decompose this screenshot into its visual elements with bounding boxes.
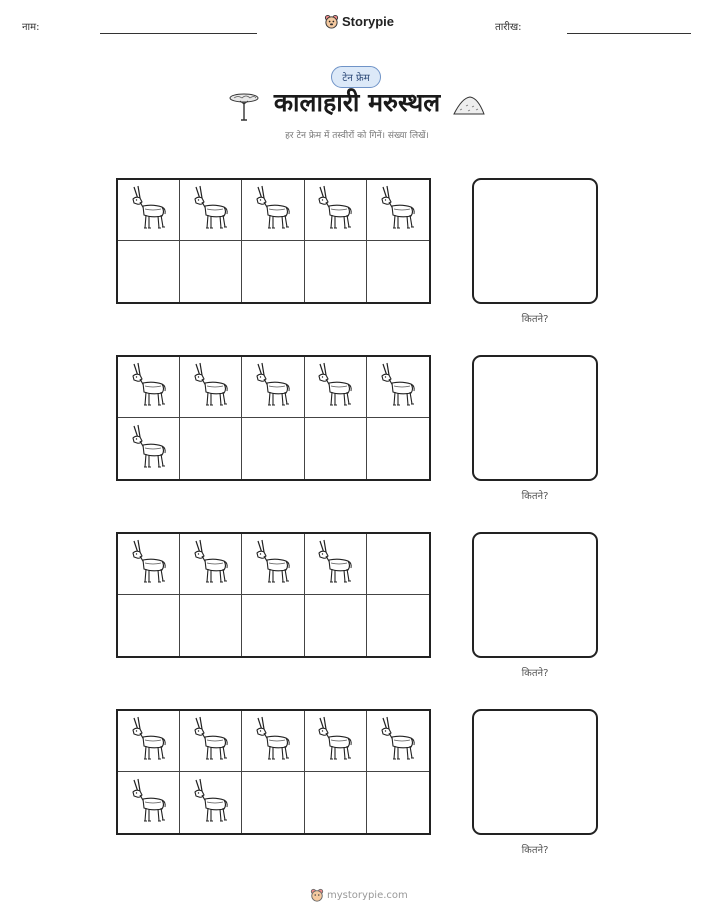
antelope-icon [189,716,233,766]
antelope-icon [251,185,295,235]
worksheet-title: कालाहारी मरुस्थल [273,88,441,117]
footer [310,888,408,902]
antelope-icon [313,716,357,766]
frame-cell [242,534,304,595]
frame-cell [180,711,242,772]
frame-cell [305,711,367,772]
footer-url: mystorypie.com [327,889,408,901]
acacia-tree-icon [228,90,260,122]
frame-cell [180,357,242,418]
frame-cell [242,180,304,241]
antelope-icon [251,716,295,766]
frame-cell [367,534,429,595]
frame-cell [180,534,242,595]
frame-cell [305,772,367,833]
frame-cell [242,241,304,302]
frame-cell [180,595,242,656]
frame-cell [305,418,367,479]
ten-frame-4 [116,709,431,835]
topic-badge: टेन फ्रेम [331,66,381,88]
antelope-icon [127,539,171,589]
answer-box-1[interactable] [472,178,598,304]
frame-cell [118,534,180,595]
bear-mascot-icon [324,14,339,29]
brand-name: Storypie [342,14,395,29]
frame-cell [242,357,304,418]
instructions: हर टेन फ्रेम में तस्वीरों को गिनें। संख्या लिखें। [285,131,429,141]
answer-box-3[interactable] [472,532,598,658]
frame-cell [367,180,429,241]
bear-mascot-icon [310,888,324,902]
frame-cell [180,241,242,302]
antelope-icon [189,778,233,828]
frame-cell [305,534,367,595]
frame-cell [118,772,180,833]
frame-cell [305,241,367,302]
frame-cell [305,595,367,656]
ten-frame-1 [116,178,431,304]
ten-frame-3 [116,532,431,658]
antelope-icon [127,716,171,766]
antelope-icon [376,362,420,412]
answer-label-2: कितने? [521,491,549,502]
name-label: नाम: [22,22,40,33]
frame-cell [367,357,429,418]
antelope-icon [127,424,171,474]
frame-cell [242,595,304,656]
frame-cell [242,711,304,772]
antelope-icon [251,539,295,589]
frame-cell [367,595,429,656]
answer-box-4[interactable] [472,709,598,835]
antelope-icon [376,716,420,766]
antelope-icon [313,539,357,589]
antelope-icon [189,362,233,412]
answer-label-3: कितने? [521,668,549,679]
frame-cell [367,772,429,833]
answer-box-2[interactable] [472,355,598,481]
frame-cell [118,180,180,241]
antelope-icon [127,778,171,828]
date-line[interactable] [567,33,691,34]
antelope-icon [189,539,233,589]
antelope-icon [376,185,420,235]
frame-cell [118,711,180,772]
frame-cell [367,241,429,302]
date-label: तारीख: [495,22,522,33]
frame-cell [305,180,367,241]
frame-cell [367,711,429,772]
antelope-icon [189,185,233,235]
antelope-icon [313,362,357,412]
frame-cell [118,357,180,418]
frame-cell [118,595,180,656]
antelope-icon [251,362,295,412]
frame-cell [180,180,242,241]
frame-cell [180,418,242,479]
brand-logo [324,14,394,29]
sand-dune-icon [452,92,486,118]
answer-label-4: कितने? [521,845,549,856]
answer-label-1: कितने? [521,314,549,325]
antelope-icon [127,362,171,412]
frame-cell [118,418,180,479]
ten-frame-2 [116,355,431,481]
name-line[interactable] [100,33,257,34]
antelope-icon [313,185,357,235]
antelope-icon [127,185,171,235]
frame-cell [367,418,429,479]
frame-cell [180,772,242,833]
frame-cell [242,772,304,833]
frame-cell [305,357,367,418]
frame-cell [118,241,180,302]
frame-cell [242,418,304,479]
